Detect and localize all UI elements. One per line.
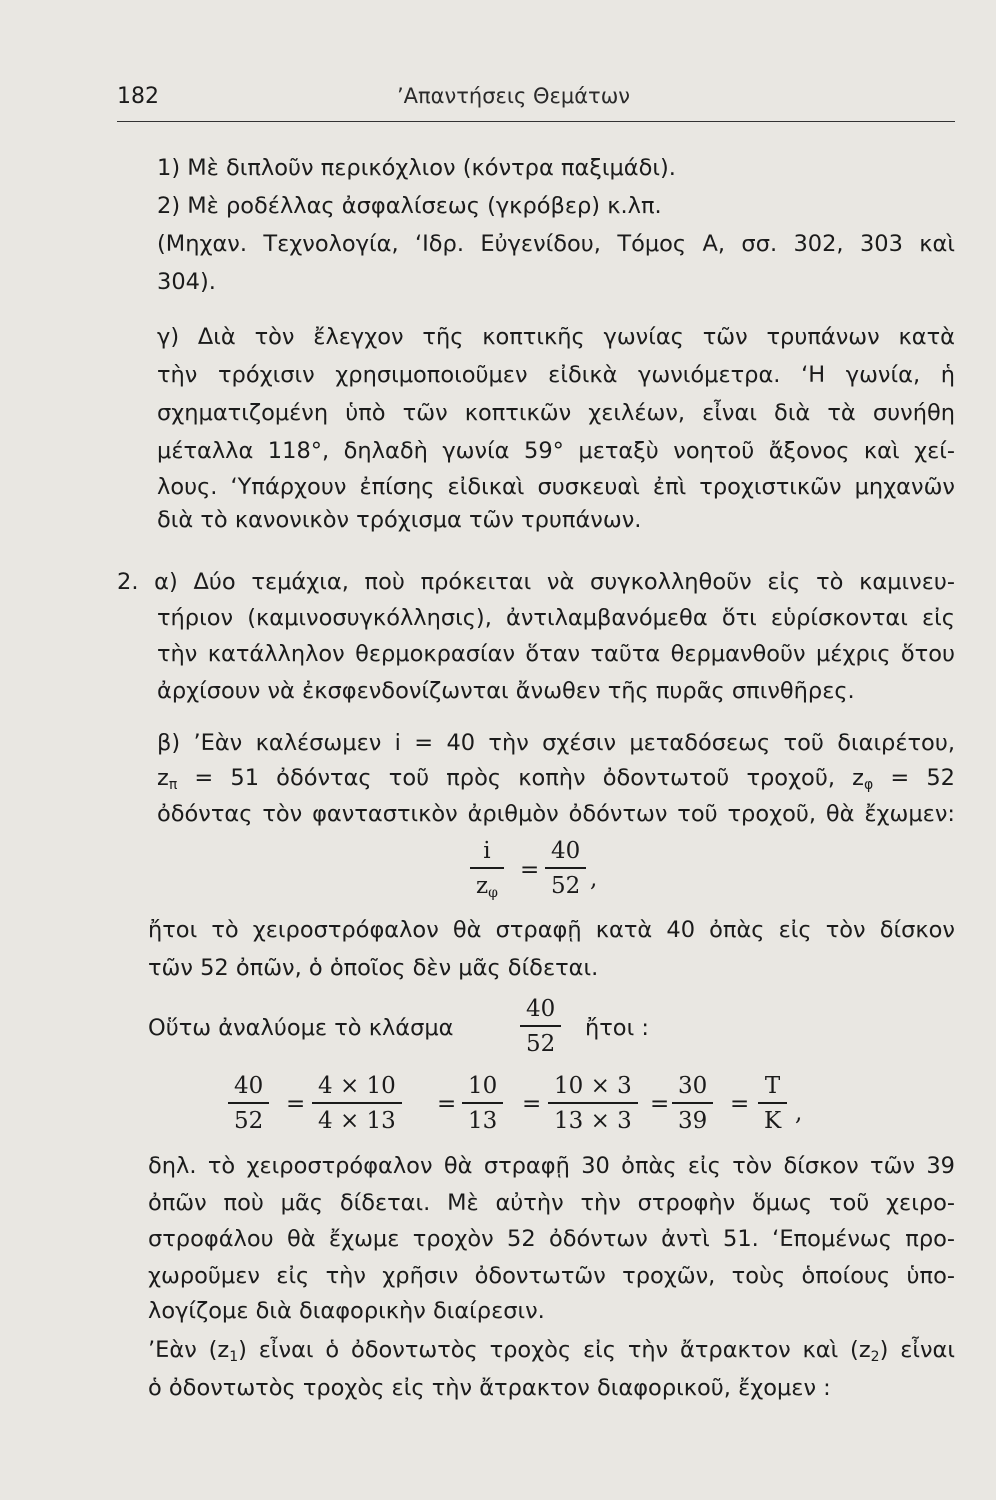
text-line: δηλ. τὸ χειροστρόφαλον θὰ στραφῇ 30 ὀπὰς εἰς τὸν δίσκον τῶν 39 — [148, 1153, 955, 1179]
header-rule — [117, 121, 955, 122]
text-line: 304). — [157, 269, 216, 295]
numerator: 10 — [468, 1073, 498, 1099]
equals-sign: = — [730, 1091, 750, 1117]
fraction-t-over-k — [758, 1073, 787, 1134]
fraction — [228, 1073, 269, 1134]
fraction — [312, 1073, 402, 1134]
denominator: 13 — [468, 1107, 498, 1134]
text-line: ὁ ὀδοντωτὸς τροχὸς εἰς τὴν ἄτρακτον διαφορικοῦ, ἔχομεν : — [148, 1375, 831, 1401]
numerator: 40 — [526, 996, 556, 1022]
text-line: ἤτοι : — [585, 1015, 649, 1041]
z-symbol: z — [157, 765, 169, 791]
text-line: διὰ τὸ κανονικὸν τρόχισμα τῶν τρυπάνων. — [157, 507, 642, 533]
denominator — [470, 869, 504, 901]
comma: , — [590, 866, 598, 892]
text-line: γ) Διὰ τὸν ἔλεγχον τῆς κοπτικῆς γωνίας τῶν τρυπάνων κατὰ — [157, 324, 955, 350]
text-line: τὴν τρόχισιν χρησιμοποιοῦμεν εἰδικὰ γωνιόμετρα. ‘Η γωνία, ἡ — [157, 362, 955, 388]
numerator: 40 — [234, 1073, 264, 1099]
equals-sign: = — [522, 1091, 542, 1117]
denominator: 39 — [678, 1107, 708, 1134]
text-line: τὴν κατάλληλον θερμοκρασίαν ὅταν ταῦτα θερμανθοῦν μέχρις ὅτου — [157, 641, 955, 667]
text-span: = 52 — [873, 765, 955, 791]
text-line: μέταλλα 118°, δηλαδὴ γωνία 59° μεταξὺ νοητοῦ ἄξονος καὶ χεί- — [157, 438, 955, 464]
fraction — [548, 1073, 638, 1134]
numerator: 30 — [678, 1073, 708, 1099]
numerator: 10 × 3 — [554, 1073, 632, 1099]
running-title: ’Απαντήσεις Θεμάτων — [397, 84, 631, 108]
text-line — [148, 1339, 955, 1364]
text-line: 2) Μὲ ροδέλλας ἀσφαλίσεως (γκρόβερ) κ.λπ. — [157, 193, 662, 219]
subscript: φ — [488, 884, 498, 901]
page-header — [117, 84, 955, 116]
z-symbol: z — [476, 872, 489, 899]
text-line: λογίζομε διὰ διαφορικὴν διαίρεσιν. — [148, 1298, 545, 1324]
text-span: = 51 ὀδόντας τοῦ πρὸς κοπὴν ὀδοντωτοῦ τροχοῦ, z — [177, 765, 864, 791]
text-line: β) ’Εὰν καλέσωμεν i = 40 τὴν σχέσιν μεταδόσεως τοῦ διαιρέτου, — [157, 730, 955, 756]
text-span: ’Εὰν (z — [148, 1337, 230, 1363]
text-line: Οὕτω ἀναλύομε τὸ κλάσμα — [148, 1015, 454, 1041]
text-line: ἤτοι τὸ χειροστρόφαλον θὰ στραφῇ κατὰ 40 ὀπὰς εἰς τὸν δίσκον — [148, 917, 955, 943]
text-line: 1) Μὲ διπλοῦν περικόχλιον (κόντρα παξιμάδι). — [157, 155, 676, 181]
text-span: ) εἶναι ὁ ὀδοντωτὸς τροχὸς εἰς τὴν ἄτρακτον καὶ (z — [238, 1337, 871, 1363]
text-line — [157, 767, 955, 792]
text-line: στροφάλου θὰ ἔχωμε τροχὸν 52 ὀδόντων ἀντὶ 51. ‘Επομένως προ- — [148, 1226, 955, 1252]
text-line: σχηματιζομένη ὑπὸ τῶν κοπτικῶν χειλέων, εἶναι διὰ τὰ συνήθη — [157, 400, 955, 426]
denominator: 52 — [551, 872, 581, 899]
fraction-i-over-z — [470, 838, 504, 901]
denominator: 52 — [526, 1030, 556, 1057]
subscript: 1 — [229, 1349, 239, 1365]
denominator: 13 × 3 — [554, 1107, 632, 1134]
text-line: τήριον (καμινοσυγκόλλησις), ἀντιλαμβανόμεθα ὅτι εὑρίσκονται εἰς — [157, 605, 955, 631]
text-line: ἀρχίσουν νὰ ἐκσφενδονίζωνται ἄνωθεν τῆς πυρᾶς σπινθῆρες. — [157, 678, 855, 704]
fraction-40-over-52 — [545, 838, 586, 899]
fraction — [672, 1073, 713, 1134]
text-line: τῶν 52 ὀπῶν, ὁ ὁποῖος δὲν μᾶς δίδεται. — [148, 955, 599, 981]
equals-sign: = — [520, 857, 540, 883]
equals-sign: = — [437, 1091, 457, 1117]
page-number: 182 — [117, 84, 159, 109]
text-line: χωροῦμεν εἰς τὴν χρῆσιν ὀδοντωτῶν τροχῶν, τοὺς ὁποίους ὑπο- — [148, 1263, 955, 1289]
text-span: ) εἶναι — [879, 1337, 955, 1363]
numerator: 40 — [551, 838, 581, 864]
equals-sign: = — [286, 1091, 306, 1117]
denominator: K — [764, 1107, 782, 1134]
denominator: 52 — [234, 1107, 264, 1134]
comma: , — [795, 1100, 803, 1126]
fraction-40-over-52 — [520, 996, 561, 1057]
subscript: 2 — [870, 1349, 880, 1365]
numerator: T — [764, 1073, 781, 1099]
text-line: ὀδόντας τὸν φανταστικὸν ἀριθμὸν ὀδόντων τοῦ τροχοῦ, θὰ ἔχωμεν: — [157, 801, 955, 827]
subscript: φ — [863, 777, 874, 793]
text-line: 2. α) Δύο τεμάχια, ποὺ πρόκειται νὰ συγκολληθοῦν εἰς τὸ καμινευ- — [117, 569, 955, 595]
numerator: i — [483, 838, 491, 864]
numerator: 4 × 10 — [318, 1073, 396, 1099]
subscript: π — [168, 777, 178, 793]
fraction — [462, 1073, 503, 1134]
equals-sign: = — [650, 1091, 670, 1117]
text-line: λους. ‘Υπάρχουν ἐπίσης εἰδικαὶ συσκευαὶ ἐπὶ τροχιστικῶν μηχανῶν — [157, 474, 955, 500]
text-line: (Μηχαν. Τεχνολογία, ‘Ιδρ. Εὐγενίδου, Τόμος Α, σσ. 302, 303 καὶ — [157, 231, 955, 257]
text-line: ὀπῶν ποὺ μᾶς δίδεται. Μὲ αὐτὴν τὴν στροφὴν ὅμως τοῦ χειρο- — [148, 1190, 955, 1216]
denominator: 4 × 13 — [318, 1107, 396, 1134]
